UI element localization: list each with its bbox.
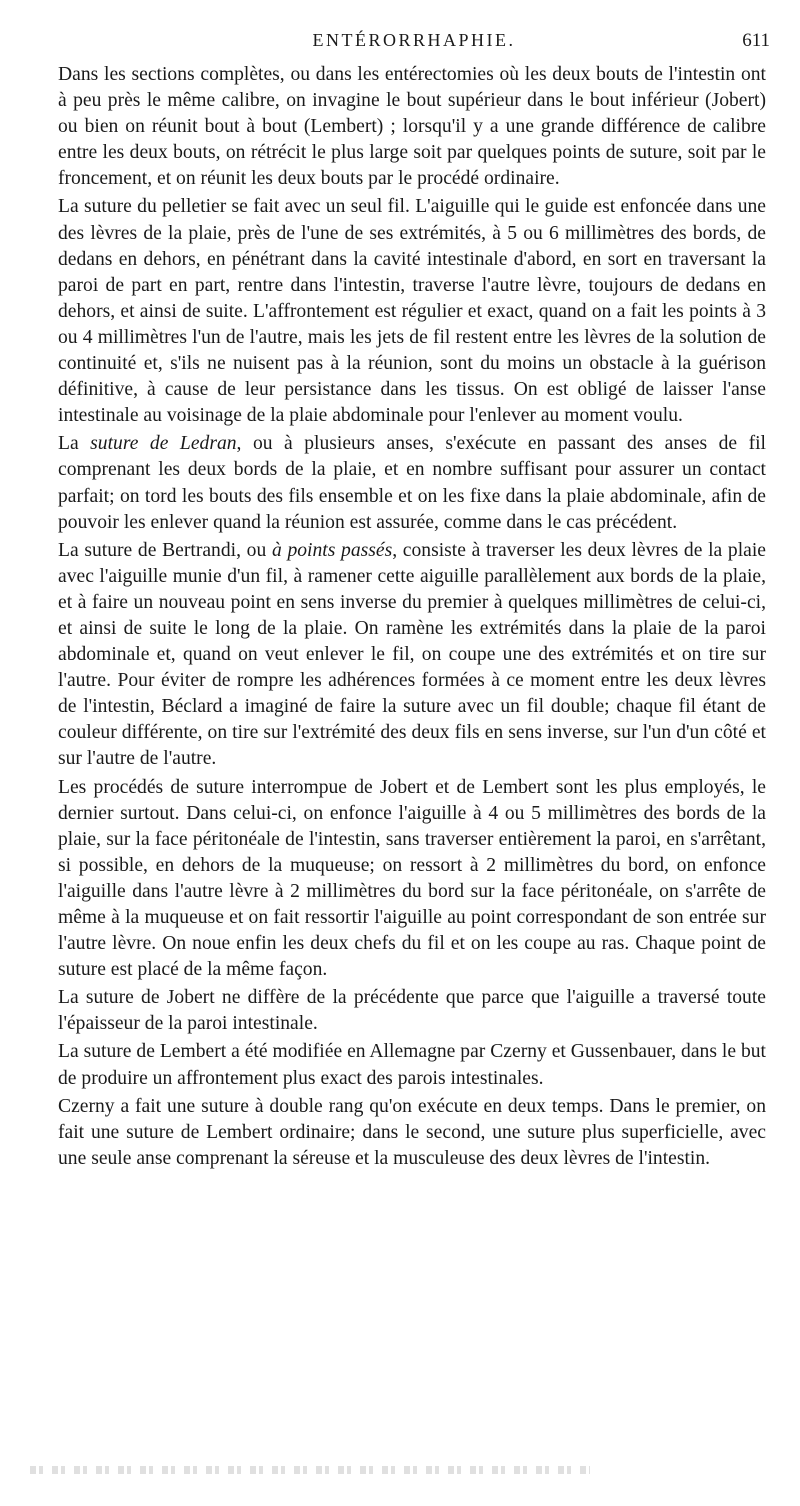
paragraph-text: , ou à plusieurs anses, s'exécute en passant des anses de fil comprenant les deux bords de la plaie, et en nombre suffisant pour assurer un contact parfait; on tord les bouts des fils ensemble et on les fixe dans la plaie abdominale, afin de pouvoir les enlever quand la réunion est assurée, comme dans le cas précédent. bbox=[58, 433, 766, 533]
paragraph-2 bbox=[58, 194, 766, 429]
paragraph-text: Les procédés de suture interrompue de Jobert et de Lembert sont les plus employés, le dernier surtout. Dans celui-ci, on enfonce l'aiguille à 4 ou 5 millimètres des bords de la plaie, sur la face péritonéale de l'intestin, sans traverser entièrement la paroi, en s'arrêtant, si possible, en dehors de la muqueuse; on ressort à 2 millimètres du bord, on enfonce l'aiguille dans l'autre lèvre à 2 millimètres du bord sur la face péritonéale, on s'arrête de même à la muqueuse et on fait ressortir l'aiguille au point correspondant de son entrée sur l'autre lèvre. On noue enfin les deux chefs du fil et on les coupe au ras. Chaque point de suture est placé de la même façon. bbox=[58, 776, 766, 981]
paragraph-3 bbox=[58, 431, 766, 535]
paragraph-text: Dans les sections complètes, ou dans les entérectomies où les deux bouts de l'intestin ont à peu près le même calibre, on invagine le bout supérieur dans le bout inférieur (Jobert) ou bien on réunit bout à bout (Lembert) ; lorsqu'il y a une grande différence de calibre entre les deux bouts, on rétrécit le plus large soit par quelques points de suture, soit par le froncement, et on réunit les deux bouts par le procédé ordinaire. bbox=[58, 64, 766, 190]
paragraph-text: La suture de Lembert a été modifiée en Allemagne par Czerny et Gussenbauer, dans le but de produire un affrontement plus exact des parois intestinales. bbox=[58, 1041, 766, 1089]
paragraph-text: La suture de Bertrandi, ou bbox=[58, 539, 272, 561]
footer-print-smudge bbox=[30, 1466, 590, 1474]
paragraph-1 bbox=[58, 62, 766, 192]
paragraph-text: , consiste à traverser les deux lèvres de la plaie avec l'aiguille munie d'un fil, à ramener cette aiguille parallèlement aux bords de la plaie, et à faire un nouveau point en sens inverse du premier à quelques millimètres de celui-ci, et ainsi de suite le long de la plaie. On ramène les extrémités dans la plaie de la paroi abdominale et, quand on veut enlever le fil, on coupe une des extrémités et on tire sur l'autre. Pour éviter de rompre les adhérences formées à ce moment entre les deux lèvres de l'intestin, Béclard a imaginé de faire la suture avec un fil double; chaque fil étant de couleur différente, on tire sur l'extrémité des deux fils en sens inverse, sur l'un d'un côté et sur l'autre de l'autre. bbox=[58, 539, 766, 770]
page-number: 611 bbox=[742, 30, 770, 51]
emphasis-text: suture de Ledran bbox=[90, 433, 237, 455]
paragraph-4 bbox=[58, 538, 766, 773]
paragraph-6 bbox=[58, 985, 766, 1037]
paragraph-text: La suture de Jobert ne diffère de la précédente que parce que l'aiguille a traversé toute l'épaisseur de la paroi intestinale. bbox=[58, 987, 766, 1035]
paragraph-text: La suture du pelletier se fait avec un seul fil. L'aiguille qui le guide est enfoncée dans une des lèvres de la plaie, près de l'une de ses extrémités, à 5 ou 6 millimètres des bords, de dedans en dehors, en pénétrant dans la cavité intestinale d'abord, en sort en traversant la paroi de part en part, rentre dans l'intestin, traverse l'autre lèvre, toujours de dedans en dehors, et ainsi de suite. L'affrontement est régulier et exact, quand on a fait les points à 3 ou 4 millimètres l'un de l'autre, mais les jets de fil restent entre les lèvres de la solution de continuité et, s'ils ne nuisent pas à la réunion, sont du moins un obstacle à la guérison définitive, à cause de leur persistance dans les tissus. On est obligé de laisser l'anse intestinale au voisinage de la plaie abdominale pour l'enlever au moment voulu. bbox=[58, 196, 766, 427]
paragraph-5 bbox=[58, 775, 766, 984]
running-head bbox=[58, 30, 770, 54]
running-title: ENTÉRORRHAPHIE. bbox=[312, 30, 516, 50]
paragraph-text: Czerny a fait une suture à double rang qu'on exécute en deux temps. Dans le premier, on fait une suture de Lembert ordinaire; dans le second, une suture plus superficielle, avec une seule anse comprenant la séreuse et la musculeuse des deux lèvres de l'intestin. bbox=[58, 1095, 766, 1169]
paragraph-7 bbox=[58, 1039, 766, 1091]
emphasis-text: à points passés bbox=[271, 539, 393, 561]
paragraph-8 bbox=[58, 1094, 766, 1172]
body-text bbox=[58, 62, 766, 1174]
paragraph-text: La bbox=[58, 433, 91, 455]
